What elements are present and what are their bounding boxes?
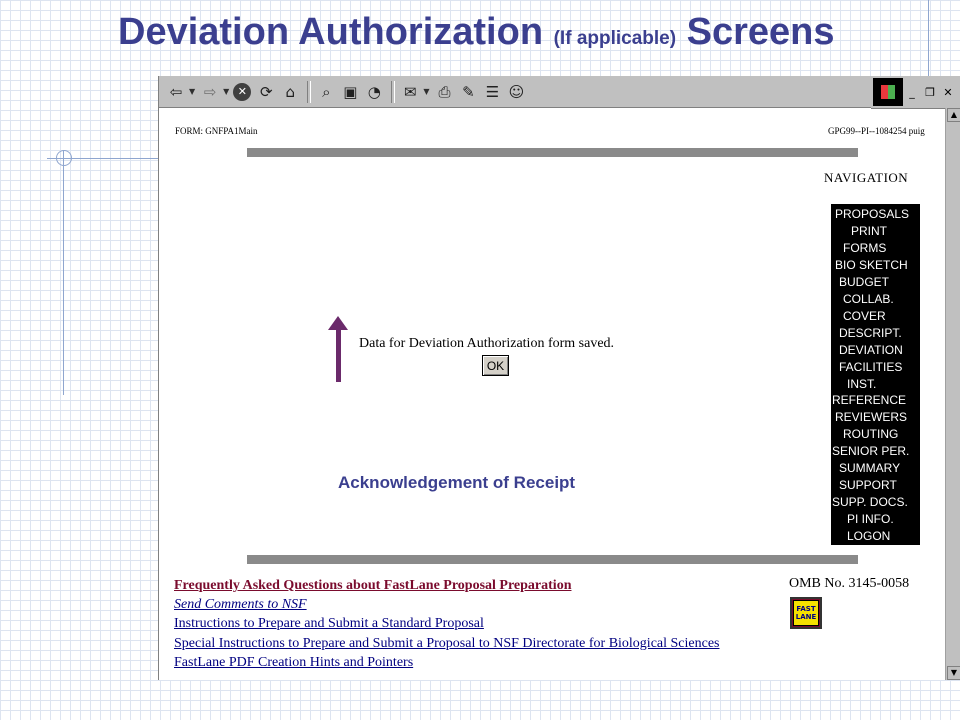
session-id: GPG99--PI--1084254 puig: [828, 126, 925, 136]
nav-item-bio-sketch[interactable]: BIO SKETCH: [835, 257, 908, 272]
horizontal-rule: [247, 555, 858, 564]
nav-item-reference[interactable]: REFERENCE: [832, 393, 907, 408]
stop-icon[interactable]: ✕: [233, 83, 251, 101]
save-confirmation-message: Data for Deviation Authorization form saved.: [359, 336, 615, 351]
favorites-icon[interactable]: ▣: [343, 82, 358, 101]
form-id: FORM: GNFPA1Main: [175, 126, 258, 136]
nav-item-logon[interactable]: LOGON: [847, 529, 891, 544]
nav-item-cover[interactable]: COVER: [843, 308, 886, 323]
link-standard-instructions[interactable]: Instructions to Prepare and Submit a Standard Proposal: [174, 616, 484, 632]
decorative-line: [928, 0, 929, 80]
link-faq[interactable]: Frequently Asked Questions about FastLane Proposal Preparation: [174, 578, 572, 593]
discuss-icon[interactable]: ☰: [485, 82, 500, 101]
logo-text-line: LANE: [795, 613, 817, 621]
toolbar-separator: [391, 81, 395, 103]
logo-text-line: FAST: [796, 605, 816, 613]
decorative-line: [63, 150, 64, 395]
back-icon[interactable]: ⇦: [169, 82, 183, 101]
link-pdf-hints[interactable]: FastLane PDF Creation Hints and Pointers: [174, 654, 414, 670]
slide-title-paren: (If applicable): [553, 28, 677, 49]
home-icon[interactable]: ⌂: [285, 82, 296, 101]
vertical-scrollbar[interactable]: [945, 108, 960, 680]
toolbar-separator: [307, 81, 311, 103]
slide-title-end: Screens: [686, 11, 835, 53]
acknowledgement-label: Acknowledgement of Receipt: [338, 473, 576, 492]
fastlane-logo[interactable]: [790, 597, 822, 629]
minimize-icon[interactable]: _: [909, 85, 915, 99]
nav-item-summary[interactable]: SUMMARY: [839, 461, 901, 476]
print-icon[interactable]: ⎙: [438, 82, 451, 101]
link-send-comments[interactable]: Send Comments to NSF: [174, 597, 307, 613]
restore-icon[interactable]: ❐: [925, 85, 935, 99]
nav-item-inst[interactable]: INST.: [847, 376, 877, 391]
edit-icon[interactable]: ✎: [462, 82, 475, 101]
nav-item-forms[interactable]: FORMS: [843, 240, 887, 255]
close-icon[interactable]: ✕: [943, 85, 953, 99]
scroll-up-icon[interactable]: ▲: [947, 108, 960, 122]
decorative-circle: [56, 150, 72, 166]
nav-item-budget[interactable]: BUDGET: [839, 274, 890, 289]
navigation-menu: [831, 204, 920, 545]
navigation-heading: NAVIGATION: [824, 170, 909, 185]
history-icon[interactable]: ◔: [367, 82, 381, 101]
ok-button[interactable]: OK: [482, 355, 509, 376]
nav-item-collab[interactable]: COLLAB.: [843, 291, 894, 306]
nav-item-print[interactable]: PRINT: [851, 223, 887, 238]
arrow-shaft: [336, 328, 341, 382]
link-bio-instructions[interactable]: Special Instructions to Prepare and Submit a Proposal to NSF Directorate for Biological Sciences: [174, 635, 720, 651]
nav-item-descript[interactable]: DESCRIPT.: [839, 325, 902, 340]
window-controls: [871, 76, 960, 109]
nav-item-pi-info[interactable]: PI INFO.: [847, 512, 894, 527]
slide-title-main: Deviation Authorization: [118, 11, 544, 53]
messenger-icon[interactable]: ☺: [508, 82, 525, 101]
help-links: [174, 576, 794, 672]
nav-item-senior-per[interactable]: SENIOR PER.: [832, 444, 910, 459]
nav-item-reviewers[interactable]: REVIEWERS: [835, 410, 908, 425]
forward-dropdown-icon[interactable]: ▼: [223, 87, 230, 96]
horizontal-rule: [247, 148, 858, 157]
windows-logo-icon: [873, 78, 903, 106]
omb-number: OMB No. 3145-0058: [789, 576, 910, 591]
nav-item-deviation[interactable]: DEVIATION: [839, 342, 903, 357]
mail-dropdown-icon[interactable]: ▼: [423, 87, 430, 96]
nav-item-supp-docs[interactable]: SUPP. DOCS.: [832, 495, 908, 510]
slide-title: [118, 8, 835, 63]
browser-toolbar: [159, 76, 871, 108]
nav-item-routing[interactable]: ROUTING: [843, 427, 899, 442]
scroll-down-icon[interactable]: ▼: [947, 666, 960, 680]
forward-icon[interactable]: ⇨: [203, 82, 217, 101]
refresh-icon[interactable]: ⟳: [260, 82, 273, 101]
nav-item-proposals[interactable]: PROPOSALS: [835, 207, 910, 221]
mail-icon[interactable]: ✉: [404, 82, 417, 101]
browser-window: [158, 76, 960, 680]
nav-item-facilities[interactable]: FACILITIES: [839, 359, 903, 374]
nav-item-support[interactable]: SUPPORT: [839, 478, 897, 493]
search-icon[interactable]: ⌕: [322, 82, 331, 101]
back-dropdown-icon[interactable]: ▼: [189, 87, 196, 96]
